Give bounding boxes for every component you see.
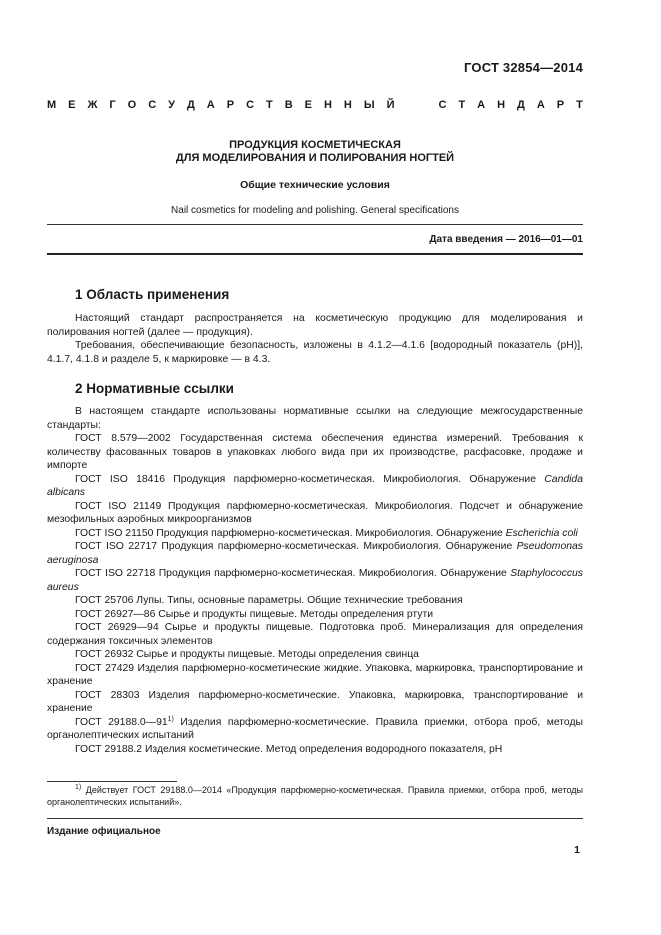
banner-letter: О xyxy=(127,99,137,111)
banner-letter: Ж xyxy=(87,99,98,111)
reference-item: ГОСТ 26927—86 Сырье и продукты пищевые. Методы определения ртути xyxy=(75,608,434,620)
paragraph: В настоящем стандарте использованы нормативные ссылки на следующие межгосударственные стандарты: xyxy=(47,406,583,431)
banner-letter: В xyxy=(284,99,293,111)
banner-letter: Н xyxy=(323,99,332,111)
reference-item xyxy=(47,527,583,541)
edition-label: Издание официальное xyxy=(47,826,161,837)
section-2-heading: 2 Нормативные ссылки xyxy=(75,381,234,396)
paragraph: Требования, обеспечивающие безопасность, изложены в 4.1.2—4.1.6 [водородный показатель (рН)], 4.1.7, 4.1.8 и разделе 5, к маркировке — в 4.3. xyxy=(47,340,583,365)
banner-letter: Т xyxy=(266,99,273,111)
reference-item: ГОСТ 29188.2 Изделия косметические. Метод определения водородного показателя, pH xyxy=(75,743,503,755)
reference-item: ГОСТ 8.579—2002 Государственная система обеспечения единства измерений. Требования к количеству фасованных товаров в упаковках любого вида при их производстве, расфасовке, продаже и импорте xyxy=(47,433,583,471)
document-title xyxy=(47,139,583,165)
reference-text: Изделия парфюмерно-косметические. Правила приемки, отбора проб, методы органолептических испытаний xyxy=(47,716,583,741)
footnote xyxy=(47,784,583,808)
banner-letter: Г xyxy=(109,99,116,111)
reference-item: ГОСТ 25706 Лупы. Типы, основные параметры. Общие технические требования xyxy=(75,595,463,606)
banner-letter: Р xyxy=(226,99,235,111)
divider-thick xyxy=(47,253,583,255)
banner-letter: М xyxy=(47,99,57,111)
section-2-body xyxy=(47,405,583,756)
reference-item: ГОСТ 26932 Сырье и продукты пищевые. Методы определения свинца xyxy=(75,649,419,660)
section-1-body xyxy=(47,312,583,366)
reference-item: ГОСТ 27429 Изделия парфюмерно-косметические жидкие. Упаковка, маркировка, транспортирование и хранение xyxy=(47,662,583,687)
reference-item xyxy=(47,716,583,743)
banner-letter: А xyxy=(536,99,545,111)
interstate-standard-banner xyxy=(47,99,583,111)
introduction-date: Дата введения — 2016—01—01 xyxy=(429,234,583,245)
banner-letter: С xyxy=(438,99,447,111)
paragraph: Настоящий стандарт распространяется на косметическую продукцию для моделирования и полирования ногтей (далее — продукция). xyxy=(47,313,583,338)
banner-gap xyxy=(407,99,427,111)
reference-item: ГОСТ 26929—94 Сырье и продукты пищевые. Подготовка проб. Минерализация для определения содержания токсичных элементов xyxy=(47,622,583,647)
banner-letter: Н xyxy=(343,99,352,111)
document-subtitle: Общие технические условия xyxy=(240,179,390,191)
banner-letter: Т xyxy=(576,99,583,111)
banner-letter: Е xyxy=(304,99,312,111)
reference-text: ГОСТ 29188.0—91 xyxy=(75,716,168,728)
banner-letter: А xyxy=(206,99,215,111)
banner-letter: Р xyxy=(556,99,565,111)
reference-text: ГОСТ ISO 22718 Продукция парфюмерно-косметическая. Микробиология. Обнаружение xyxy=(75,568,511,579)
footnote-divider xyxy=(47,781,177,782)
section-1-heading: 1 Область применения xyxy=(75,287,230,302)
reference-item xyxy=(47,540,583,567)
reference-item xyxy=(47,473,583,500)
banner-letter: Е xyxy=(68,99,76,111)
title-line-2: ДЛЯ МОДЕЛИРОВАНИЯ И ПОЛИРОВАНИЯ НОГТЕЙ xyxy=(175,152,455,164)
footnote-marker: 1) xyxy=(167,715,174,723)
banner-letter: У xyxy=(168,99,175,111)
banner-letter: А xyxy=(477,99,486,111)
banner-letter: Д xyxy=(186,99,195,111)
english-title: Nail cosmetics for modeling and polishing. General specifications xyxy=(171,205,459,216)
banner-letter: Ы xyxy=(363,99,375,111)
banner-letter: С xyxy=(148,99,157,111)
reference-text: ГОСТ ISO 21150 Продукция парфюмерно-косметическая. Микробиология. Обнаружение xyxy=(75,527,506,539)
reference-item: ГОСТ 28303 Изделия парфюмерно-косметические. Упаковка, маркировка, транспортирование и хранение xyxy=(47,689,583,714)
footnote-body: Действует ГОСТ 29188.0—2014 «Продукция парфюмерно-косметическая. Правила приемки, отбора проб, методы органолептических испытаний». xyxy=(47,785,583,807)
reference-text: ГОСТ ISO 18416 Продукция парфюмерно-косметическая. Микробиология. Обнаружение xyxy=(75,473,545,485)
standard-number: ГОСТ 32854—2014 xyxy=(464,60,583,75)
reference-organism: Escherichia coli xyxy=(505,527,578,539)
footnote-text xyxy=(47,784,583,808)
reference-item: ГОСТ ISO 21149 Продукция парфюмерно-косметическая. Микробиология. Подсчет и обнаружение мезофильных аэробных микроорганизмов xyxy=(47,500,583,525)
title-line-1: ПРОДУКЦИЯ КОСМЕТИЧЕСКАЯ xyxy=(229,139,401,151)
reference-item xyxy=(47,567,583,594)
banner-letter: С xyxy=(246,99,255,111)
reference-organism: Staphylococcus aureus xyxy=(47,568,583,593)
divider xyxy=(47,224,583,225)
banner-letter: Н xyxy=(497,99,506,111)
reference-organism: Pseudomonas aeruginosa xyxy=(47,541,583,566)
reference-organism: Candida albicans xyxy=(47,473,583,498)
page-number: 1 xyxy=(574,844,580,856)
banner-letter: Т xyxy=(458,99,466,111)
banner-letter: Й xyxy=(386,99,395,111)
banner-letter: Д xyxy=(517,99,525,111)
footnote-marker: 1) xyxy=(75,784,82,791)
divider xyxy=(47,818,583,819)
reference-text: ГОСТ ISO 22717 Продукция парфюмерно-косметическая. Микробиология. Обнаружение xyxy=(75,541,517,552)
